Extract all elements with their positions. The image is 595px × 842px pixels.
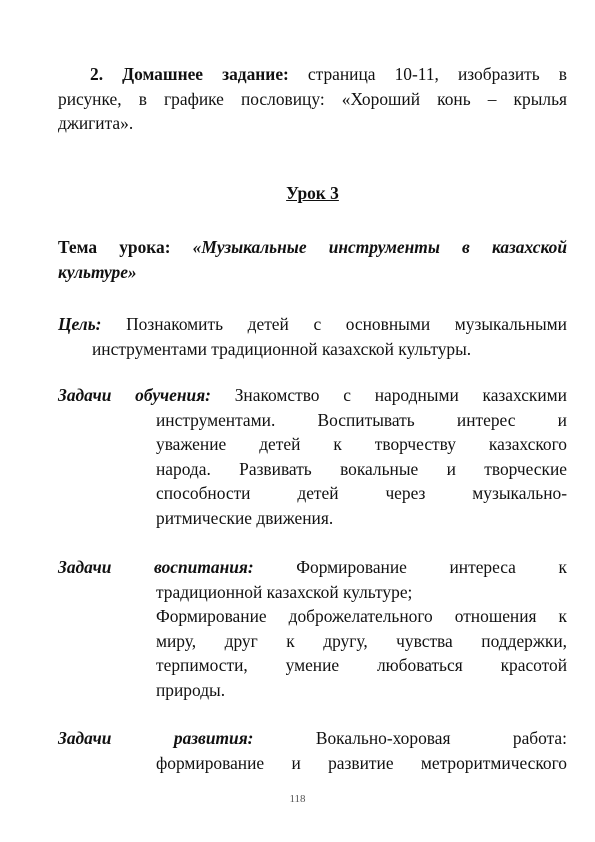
- teaching-tasks-line-3: уважение детей к творчеству казахского: [156, 434, 567, 455]
- upbringing-tasks-line-1: Задачи воспитания: Формирование интереса к: [58, 557, 567, 577]
- teaching-tasks-line-6: ритмические движения.: [156, 507, 334, 528]
- upbringing-tasks-line-6: природы.: [156, 679, 226, 700]
- homework-line-1: 2. Домашнее задание: страница 10-11, изобразить в: [90, 64, 568, 84]
- teaching-tasks-paragraph: [58, 383, 567, 531]
- upbringing-tasks-line-2: традиционной казахской культуре;: [156, 581, 413, 602]
- goal-line-2: инструментами традиционной казахской культуры.: [92, 338, 472, 359]
- development-tasks-label-1: Задачи: [58, 728, 112, 748]
- teaching-tasks-line-4: народа. Развивать вокальные и творческие: [156, 458, 567, 479]
- development-tasks-paragraph: [58, 726, 567, 775]
- homework-line-3: джигита».: [58, 113, 134, 134]
- homework-label: 2. Домашнее задание:: [90, 64, 289, 84]
- development-tasks-line-2: формирование и развитие метроритмического: [156, 752, 567, 773]
- homework-paragraph: [58, 62, 567, 136]
- goal-paragraph: [58, 312, 567, 361]
- teaching-tasks-line-5: способности детей через музыкально-: [156, 483, 567, 504]
- upbringing-tasks-line-4: миру, друг к другу, чувства поддержки,: [156, 630, 567, 651]
- lesson-title: Урок 3: [286, 183, 339, 203]
- development-tasks-line-1: Задачи развития: Вокально-хоровая работа:: [58, 728, 567, 748]
- topic-line-1: Тема урока: «Музыкальные инструменты в казахской: [58, 237, 568, 257]
- upbringing-tasks-label-1: Задачи: [58, 557, 112, 577]
- page-number: 118: [289, 793, 306, 805]
- goal-label: Цель:: [58, 314, 102, 334]
- homework-line-2: рисунке, в графике пословицу: «Хороший конь – крылья: [58, 88, 567, 109]
- goal-line-1: Цель: Познакомить детей с основными музыкальными: [58, 314, 567, 334]
- teaching-tasks-label: Задачи обучения:: [58, 385, 211, 405]
- upbringing-tasks-line-3: Формирование доброжелательного отношения к: [156, 606, 567, 627]
- teaching-tasks-line-2: инструментами. Воспитывать интерес и: [156, 409, 567, 430]
- teaching-tasks-line-1: Задачи обучения: Знакомство с народными казахскими: [58, 385, 567, 405]
- topic-label: Тема урока:: [58, 237, 171, 257]
- upbringing-tasks-label-2: воспитания:: [154, 557, 254, 577]
- topic-line-2: культуре»: [58, 261, 137, 282]
- development-tasks-label-2: развития:: [173, 728, 254, 748]
- topic-paragraph: [58, 235, 567, 284]
- upbringing-tasks-line-5: терпимости, умение любоваться красотой: [156, 655, 567, 676]
- upbringing-tasks-paragraph: [58, 555, 567, 703]
